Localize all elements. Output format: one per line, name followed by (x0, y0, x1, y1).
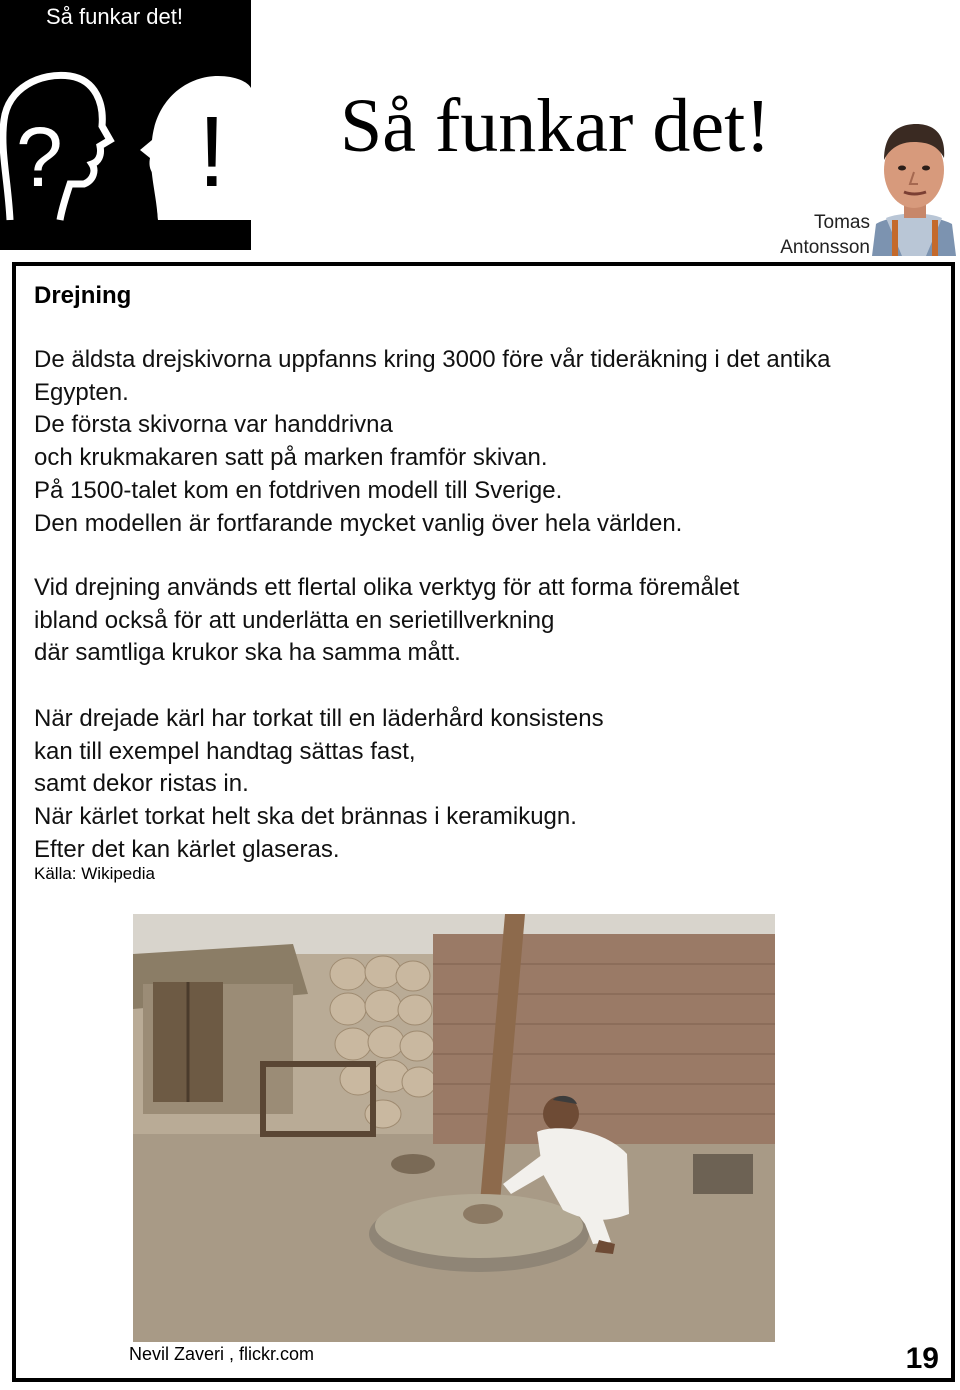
article-box (12, 262, 955, 1382)
page-title: Så funkar det! (340, 84, 771, 168)
paragraph-drying: När drejade kärl har torkat till en läderhård konsistens kan till exempel handtag sättas fast, samt dekor ristas in. När kärlet torkat helt ska det brännas i keramikugn. Efter det kan kärlet glaseras. (34, 705, 604, 863)
author-last-name: Antonsson (780, 237, 870, 258)
logo-label: Så funkar det! (46, 4, 183, 29)
author-name (740, 210, 870, 260)
question-mark: ? (16, 110, 63, 204)
two-heads-icon (0, 0, 251, 250)
series-logo (0, 0, 251, 250)
section-title: Drejning (34, 282, 132, 309)
page-number: 19 (905, 1342, 939, 1375)
author-first-name: Tomas (814, 212, 870, 233)
potter-photo (133, 914, 775, 1342)
photo-credit: Nevil Zaveri , flickr.com (129, 1344, 315, 1364)
paragraph-history: De äldsta drejskivorna uppfanns kring 3000 före vår tideräkning i det antika Egypten. De första skivorna var handdrivna och krukmakaren satt på marken framför skivan. På 1500-talet kom en fotdriven modell till Sverige. Den modellen är fortfarande mycket vanlig över hela världen. (34, 346, 831, 537)
author-avatar (872, 116, 956, 256)
exclamation-mark: ! (198, 96, 226, 208)
paragraph-tools: Vid drejning används ett flertal olika verktyg för att forma föremålet ibland också för att underlätta en serietillverkning där samtliga krukor ska ha samma mått. (34, 574, 740, 667)
source-note: Källa: Wikipedia (34, 864, 155, 883)
